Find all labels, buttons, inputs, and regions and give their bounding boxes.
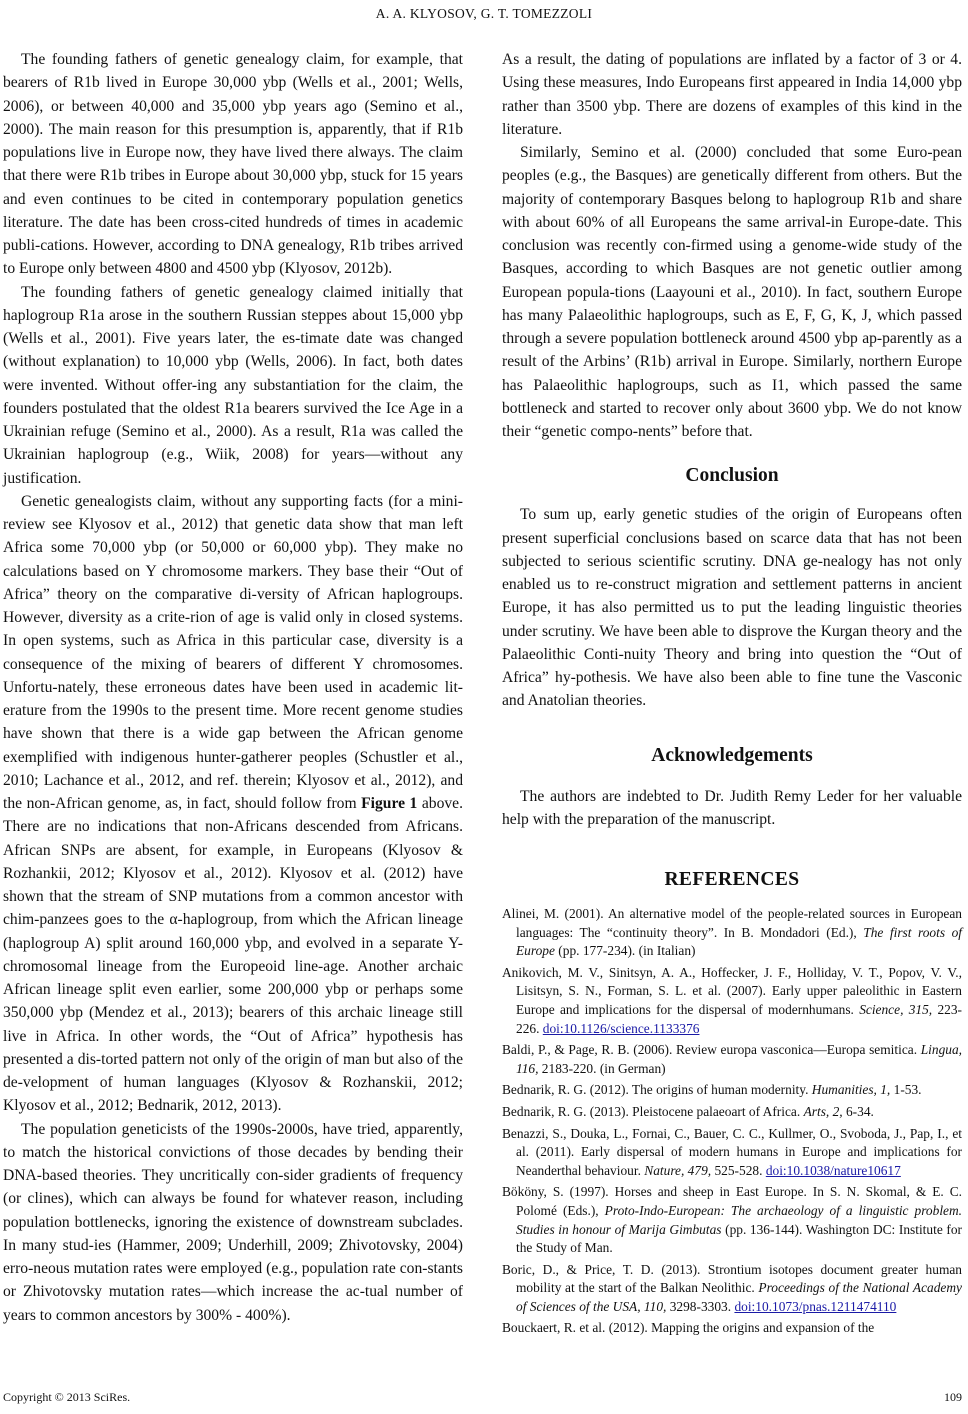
reference-text: Bednarik, R. G. (2013). Pleistocene palaeoart of Africa. bbox=[502, 1103, 804, 1119]
doi-link[interactable]: doi:10.1126/science.1133376 bbox=[542, 1020, 700, 1036]
reference-text: Bouckaert, R. et al. (2012). Mapping the origins and expansion of the bbox=[502, 1320, 875, 1336]
reference-pages: (pp. 177-234). (in Italian) bbox=[554, 943, 696, 959]
reference-pages: 6-34. bbox=[842, 1103, 874, 1119]
reference-text: Bednarik, R. G. (2012). The origins of human modernity. bbox=[502, 1082, 812, 1098]
reference-source: Science, 315, bbox=[859, 1001, 933, 1017]
reference-pages: (pp. 136-144). Washington DC: Institute for the Study of Man. bbox=[516, 1221, 962, 1256]
paragraph-r1a-origin: The founding fathers of genetic genealogy claimed initially that haplogroup R1a arose in the southern Russian steppes about 15,000 ybp (Wells et al., 2001). Five years later, the es-timate date was changed (without explanation) to 10,000 ybp (Wells, 2006). In fact, both dates were invented. Without offer-ing any substantiation for the claim, the founders postulated that the oldest R1a bearers survived the Ice Age in a Ukrainian refuge (Semino et al., 2000). As a result, R1a was called the Ukrainian haplogroup (e.g., Wiik, 2008) for years—without any justification. bbox=[3, 283, 463, 487]
reference-text: Baldi, P., & Page, R. B. (2006). Review europa vasconica—Europa semitica. bbox=[502, 1042, 921, 1058]
reference-source: Arts, 2, bbox=[803, 1103, 843, 1119]
conclusion-text: To sum up, early genetic studies of the origin of Europeans often present superficial conclusions based on scarce data that has not been subjected to serious scientific scrutiny. DNA ge-nealogy has not only enabled us to re-construct migration and settlement patterns in ancient Europe, it has also permitted us to put the leading linguistic theories under scrutiny. We have been able to disprove the Kurgan theory and the Palaeolithic Conti-nuity Theory and bring into question the “Out of Africa” hy-pothesis. We have also been able to fine tune the Vasconic and Anatolian theories. bbox=[502, 506, 962, 710]
reference-source: Humanities, 1, bbox=[811, 1082, 891, 1098]
acknowledgements-heading: Acknowledgements bbox=[651, 744, 813, 766]
paragraph-population-geneticists: The population geneticists of the 1990s-2000s, have tried, apparently, to match the historical convictions of those decades by bending their DNA-based theories. They uncritically con-sider gradients of frequency (or clines), which can always be found for whatever reason, including population bottlenecks, ignoring the existence of downstream subclades. In many stud-ies (Hammer, 2009; Underhill, 2009; Zhivotovsky, 2004) erro-neous mutation rates were employed (e.g., population rate con-stants or Zhivotovsky mutation rates—which increase the ac-tual number of years to common ancestors by 300% - 400%). bbox=[3, 1120, 463, 1324]
reference-pages: 3298-3303. bbox=[666, 1298, 735, 1314]
left-column bbox=[3, 48, 463, 1327]
reference-entry bbox=[502, 964, 962, 1038]
paragraph-out-of-africa bbox=[3, 490, 463, 1118]
reference-entry bbox=[502, 1103, 962, 1122]
paragraph-text: above. There are no indications that non-Africans descended from Africans. African SNPs are absent, for example, in Europeans (Klyosov & Rozhankii, 2012; Klyosov et al., 2012). Klyosov et al. (2012) have shown that the stream of SNP mutations from a common ancestor with chim-panzees goes to the α-haplogroup, from which the African lineage (haplogroup A) split around 160,000 ybp, and evolved in a separate Y-chromosomal lineage from the Europeoid line-age. Another archaic African lineage split even earlier, some 200,000 ybp or perhaps some 350,000 ybp (Mendez et al., 2013); bearers of this archaic lineage still live in Africa. In other words, the “Out of Africa” hypothesis has presented a dis-torted pattern not only of the origin of man but also of the de-velopment of human languages (Klyosov & Rozhanskii, 2012; Klyosov et al., 2012; Bednarik, 2012, 2013). bbox=[3, 795, 463, 1115]
reference-text: Alinei, M. (2001). An alternative model of the people-related sources in European languages: The “continuity theory”. In B. Mondadori (Ed.), bbox=[502, 906, 962, 940]
figure-reference: Figure 1 bbox=[361, 795, 418, 812]
reference-pages: 2183-220. (in German) bbox=[538, 1060, 666, 1076]
reference-source: The first roots of Europe bbox=[516, 924, 962, 959]
reference-pages: 223-226. bbox=[516, 1001, 962, 1036]
reference-text: Benazzi, S., Douka, L., Fornai, C., Bauer, C. C., Kullmer, O., Svoboda, J., Pap, I., et al. (2011). Early dispersal of modern humans in Europe and implications for Neanderthal behaviour. bbox=[502, 1125, 962, 1178]
paragraph-text: Genetic genealogists claim, without any supporting facts (for a mini-review see Klyosov et al., 2012) that genetic data show that man left Africa some 70,000 ybp (or 50,000 or 60,000 ybp). They make no calculations based on Y chromosome markers. They base their “Out of Africa” theory on the comparative di-versity of African haplogroups. However, diversity as a crite-rion of age is valid only in closed systems. In open systems, such as Africa in this particular case, diversity is a consequence of the mixing of bearers of different Y chromosomes. Unfortu-nately, these erroneous dates have been used in academic lit-erature from the 1990s to the present time. More recent genome studies have shown that there is a wide gap between the African genome exemplified with indigenous hunter-gatherer peoples (Schustler et al., 2010; Lachance et al., 2012, and ref. therein; Klyosov et al., 2012), and the non-African genome, as, in fact, should follow from bbox=[3, 492, 463, 812]
reference-entry bbox=[502, 1319, 962, 1338]
reference-source: Nature, 479, bbox=[644, 1162, 712, 1178]
reference-pages: 525-528. bbox=[711, 1162, 766, 1178]
paragraph-dating-inflated: As a result, the dating of populations are inflated by a factor of 3 or 4. Using these measures, Indo Europeans first appeared in India 14,000 ybp rather than 3500 ybp. There are dozens of examples of this kind in the literature. bbox=[502, 51, 962, 138]
footer-copyright: Copyright © 2013 SciRes. bbox=[3, 1390, 131, 1404]
references-heading: REFERENCES bbox=[664, 869, 800, 890]
reference-entry bbox=[502, 1261, 962, 1317]
reference-entry bbox=[502, 1041, 962, 1078]
reference-entry bbox=[502, 1183, 962, 1257]
reference-entry bbox=[502, 1081, 962, 1100]
paragraph-basques: Similarly, Semino et al. (2000) concluded that some Euro-pean peoples (e.g., the Basques) are genetically different from others. But the majority of contemporary Basques belong to haplogroup R1b and share with about 60% of all Europeans the same arrival-in Europe-date. This conclusion was recently con-firmed using a genome-wide study of the Basques, according to which Basques are not genetic outlier among European popula-tions (Laayouni et al., 2010). In fact, southern Europe has many Palaeolithic haplogroups, such as E, F, G, K, J, which passed through a severe population bottleneck around 4500 ybp ap-parently as a result of the Arbins’ (R1b) arrival in Europe. Similarly, northern Europe has Palaeolithic haplogroups, such as I1, which passed the same bottleneck and started to recover only about 3600 ybp. We do not know their “genetic compo-nents” before that. bbox=[502, 144, 962, 440]
acknowledgements-text: The authors are indebted to Dr. Judith Remy Leder for her valuable help with the preparation of the manuscript. bbox=[502, 787, 962, 828]
page-number: 109 bbox=[944, 1390, 962, 1404]
reference-text: Boric, D., & Price, T. D. (2013). Strontium isotopes document greater human mobility at the start of the Balkan Neolithic. bbox=[502, 1261, 962, 1296]
right-column bbox=[502, 48, 962, 1341]
reference-source: Proto-Indo-European: The archaeology of a linguistic problem. Studies in honour of Marija Gimbutas bbox=[516, 1202, 962, 1237]
conclusion-heading: Conclusion bbox=[685, 465, 779, 487]
reference-entry bbox=[502, 1125, 962, 1181]
reference-source: Proceedings of the National Academy of Sciences of the USA, 110, bbox=[516, 1280, 962, 1314]
reference-entry bbox=[502, 905, 962, 961]
reference-text: Anikovich, M. V., Sinitsyn, A. A., Hoffecker, J. F., Holliday, V. T., Popov, V. V., Lisitsyn, S. N., Forman, S. L. et al. (2007). Early upper paleolithic in Eastern Europe and implications for the dispersal of modernhumans. bbox=[502, 964, 962, 1017]
reference-text: Bököny, S. (1997). Horses and sheep in East Europe. In S. N. Skomal, & E. C. Polomé (Eds.), bbox=[502, 1184, 962, 1218]
reference-pages: 1-53. bbox=[890, 1082, 922, 1098]
doi-link[interactable]: doi:10.1073/pnas.1211474110 bbox=[734, 1298, 897, 1314]
paragraph-r1b-claims: The founding fathers of genetic genealogy claim, for example, that bearers of R1b lived in Europe 30,000 ybp (Wells et al., 2001; Wells, 2006), or between 40,000 and 35,000 ybp years ago (Semino et al., 2000). The main reason for this presumption is, apparently, that if R1b populations live in Europe now, they have lived there always. The claim that there were R1b tribes in Europe about 30,000 ybp, stuck for 15 years and even continues to be cited in contemporary population genetics literature. The date has been cross-cited hundreds of times in academic publi-cations. However, according to DNA genealogy, R1b tribes arrived to Europe only between 4800 and 4500 ybp (Klyosov, 2012b). bbox=[3, 51, 463, 278]
reference-source: Lingua, 116, bbox=[516, 1042, 962, 1076]
running-head: A. A. KLYOSOV, G. T. TOMEZZOLI bbox=[375, 6, 593, 21]
doi-link[interactable]: doi:10.1038/nature10617 bbox=[765, 1162, 901, 1178]
reference-list bbox=[502, 905, 962, 1338]
